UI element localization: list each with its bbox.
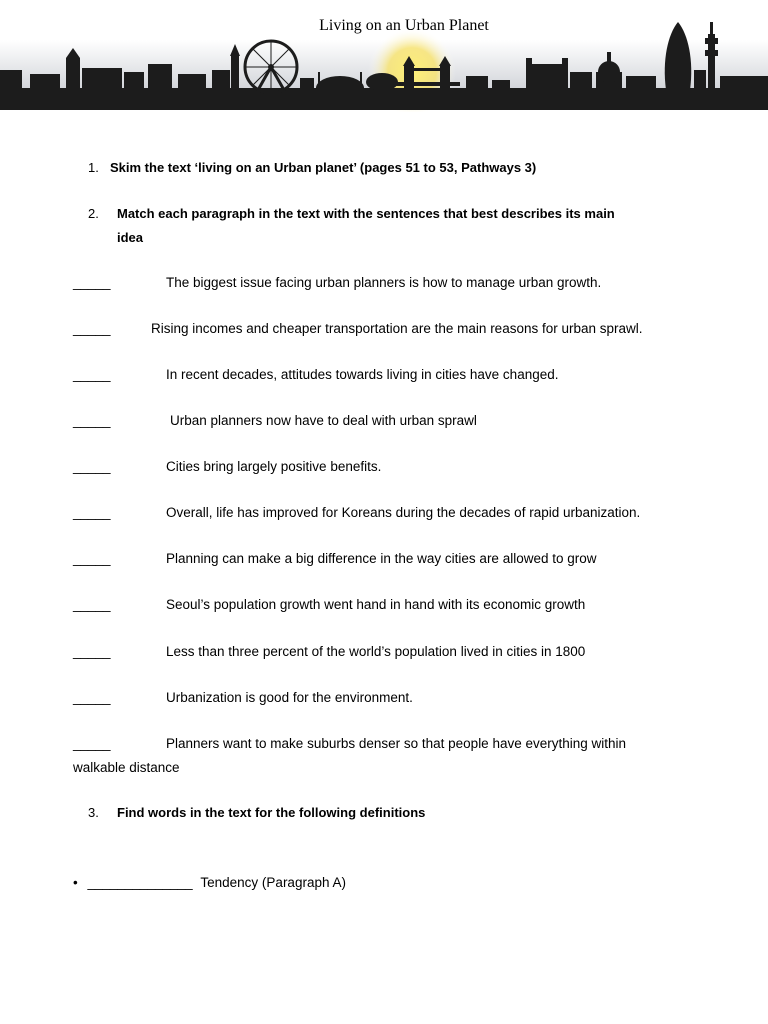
statement-text: Less than three percent of the world’s population lived in cities in 1800 xyxy=(166,644,586,659)
statement-text: Planning can make a big difference in the way cities are allowed to grow xyxy=(166,551,597,566)
question-number: 3. xyxy=(88,805,99,820)
question-text: Skim the text ‘living on an Urban planet’ (pages 51 to 53, Pathways 3) xyxy=(110,160,537,175)
answer-blank[interactable]: _____ xyxy=(73,551,111,566)
answer-blank[interactable]: _____ xyxy=(73,367,111,382)
document-title: Living on an Urban Planet xyxy=(319,17,489,34)
answer-blank[interactable]: _____ xyxy=(73,597,111,612)
statement-text: Urban planners now have to deal with urban sprawl xyxy=(170,413,477,428)
answer-blank[interactable]: _____ xyxy=(73,644,111,659)
question-number: 2. xyxy=(88,206,99,221)
question-text-line1: Match each paragraph in the text with the sentences that best describes its main xyxy=(117,206,615,221)
question-number: 1. xyxy=(88,160,99,175)
answer-blank[interactable]: _____ xyxy=(73,690,111,705)
answer-blank[interactable]: _____ xyxy=(73,275,111,290)
statement-text: Rising incomes and cheaper transportation are the main reasons for urban sprawl. xyxy=(151,321,643,336)
header-banner xyxy=(0,0,768,112)
answer-blank[interactable]: _____ xyxy=(73,736,111,751)
statement-text: In recent decades, attitudes towards living in cities have changed. xyxy=(166,367,559,382)
answer-blank[interactable]: _____ xyxy=(73,413,111,428)
statement-text: Seoul’s population growth went hand in hand with its economic growth xyxy=(166,597,586,612)
statement-text: Planners want to make suburbs denser so that people have everything within xyxy=(166,736,627,751)
question-text: Find words in the text for the following definitions xyxy=(117,805,426,820)
definition-item xyxy=(73,871,346,895)
question-text-line2: idea xyxy=(117,230,144,245)
statement-continuation: walkable distance xyxy=(73,760,180,775)
statement-text: Overall, life has improved for Koreans during the decades of rapid urbanization. xyxy=(166,505,641,520)
answer-blank[interactable]: _____ xyxy=(73,321,111,336)
statement-text: Cities bring largely positive benefits. xyxy=(166,459,382,474)
answer-blank[interactable]: _____ xyxy=(73,459,111,474)
definition-text: Tendency (Paragraph A) xyxy=(200,875,346,890)
answer-blank[interactable]: _____ xyxy=(73,505,111,520)
bullet: • xyxy=(73,875,78,890)
statement-text: The biggest issue facing urban planners is how to manage urban growth. xyxy=(166,275,602,290)
statement-text: Urbanization is good for the environment. xyxy=(166,690,413,705)
answer-blank[interactable]: ______________ xyxy=(87,875,193,890)
